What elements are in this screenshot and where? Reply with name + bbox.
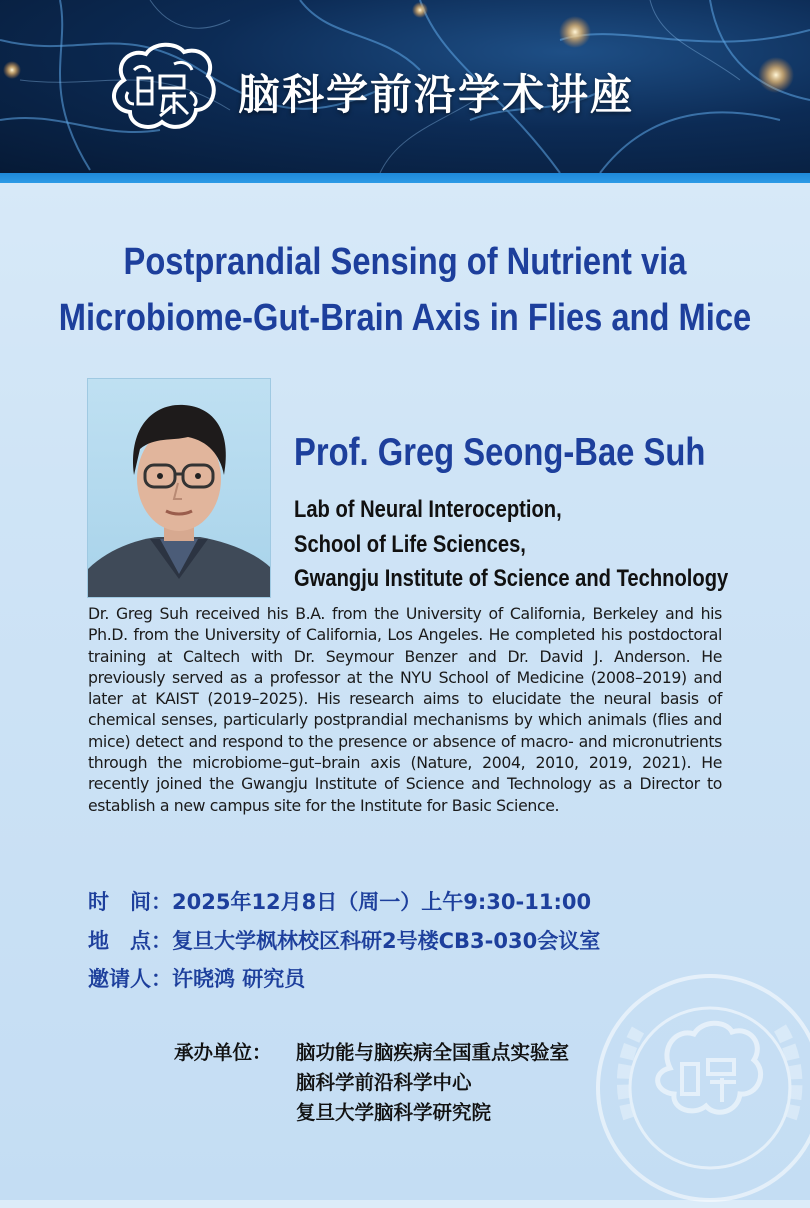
time-row: [88, 886, 591, 916]
host-unit: 脑功能与脑疾病全国重点实验室: [296, 1041, 570, 1064]
speaker-bio: Dr. Greg Suh received his B.A. from the University of California, Berkeley and his Ph.D. from the University of California, Los Angeles. He completed his postdoctoral training at Caltech with Dr. Seymour Benzer and Dr. David J. Anderson. He previously served as a professor at the NYU School of Medicine (2008–2019) and later at KAIST (2019–2025). His research aims to elucidate the neural basis of chemical senses, particularly postprandial mechanisms by which animals (flies and mice) detect and respond to the presence or absence of macro- and micronutrients through the microbiome–gut–brain axis (Nature, 2004, 2010, 2019, 2021). He recently joined the Gwangju Institute of Science and Technology as a Director to establish a new campus site for the Institute for Basic Science.: [88, 604, 722, 815]
host-unit: 复旦大学脑科学研究院: [296, 1101, 492, 1124]
speaker-name: Prof. Greg Seong-Bae Suh: [294, 431, 706, 474]
affiliation-line: Gwangju Institute of Science and Technology: [294, 565, 729, 592]
affiliation-line: Lab of Neural Interoception,: [294, 496, 562, 523]
talk-title-line2: Microbiome-Gut-Brain Axis in Flies and Mice: [58, 297, 752, 339]
talk-title-line1: Postprandial Sensing of Nutrient via: [123, 241, 687, 283]
header-banner: [0, 0, 810, 173]
time-label: 时 间：: [88, 890, 172, 914]
speaker-photo: [87, 378, 271, 598]
inviter-row: [88, 963, 305, 993]
banner-accent-strip: [0, 173, 810, 183]
place-label: 地 点：: [88, 929, 172, 953]
affiliation-line: School of Life Sciences,: [294, 530, 526, 558]
place-row: [88, 925, 600, 955]
time-value: 2025年12月8日（周一）上午9:30-11:00: [172, 890, 592, 914]
talk-title: [57, 234, 754, 346]
host-units: [174, 1038, 569, 1128]
place-value: 复旦大学枫林校区科研2号楼CB3-030会议室: [172, 929, 601, 953]
speaker-portrait-icon: [88, 379, 270, 597]
inviter-value: 许晓鸿 研究员: [172, 967, 306, 991]
brain-seal-logo-icon: [104, 40, 222, 138]
host-unit: 脑科学前沿科学中心: [296, 1071, 472, 1094]
speaker-affiliation: [294, 493, 728, 597]
lecture-series-title: 脑科学前沿学术讲座: [238, 70, 635, 119]
fudan-university-seal-icon: [590, 968, 810, 1208]
host-label: 承办单位：: [174, 1041, 272, 1064]
inviter-label: 邀请人：: [88, 967, 172, 991]
